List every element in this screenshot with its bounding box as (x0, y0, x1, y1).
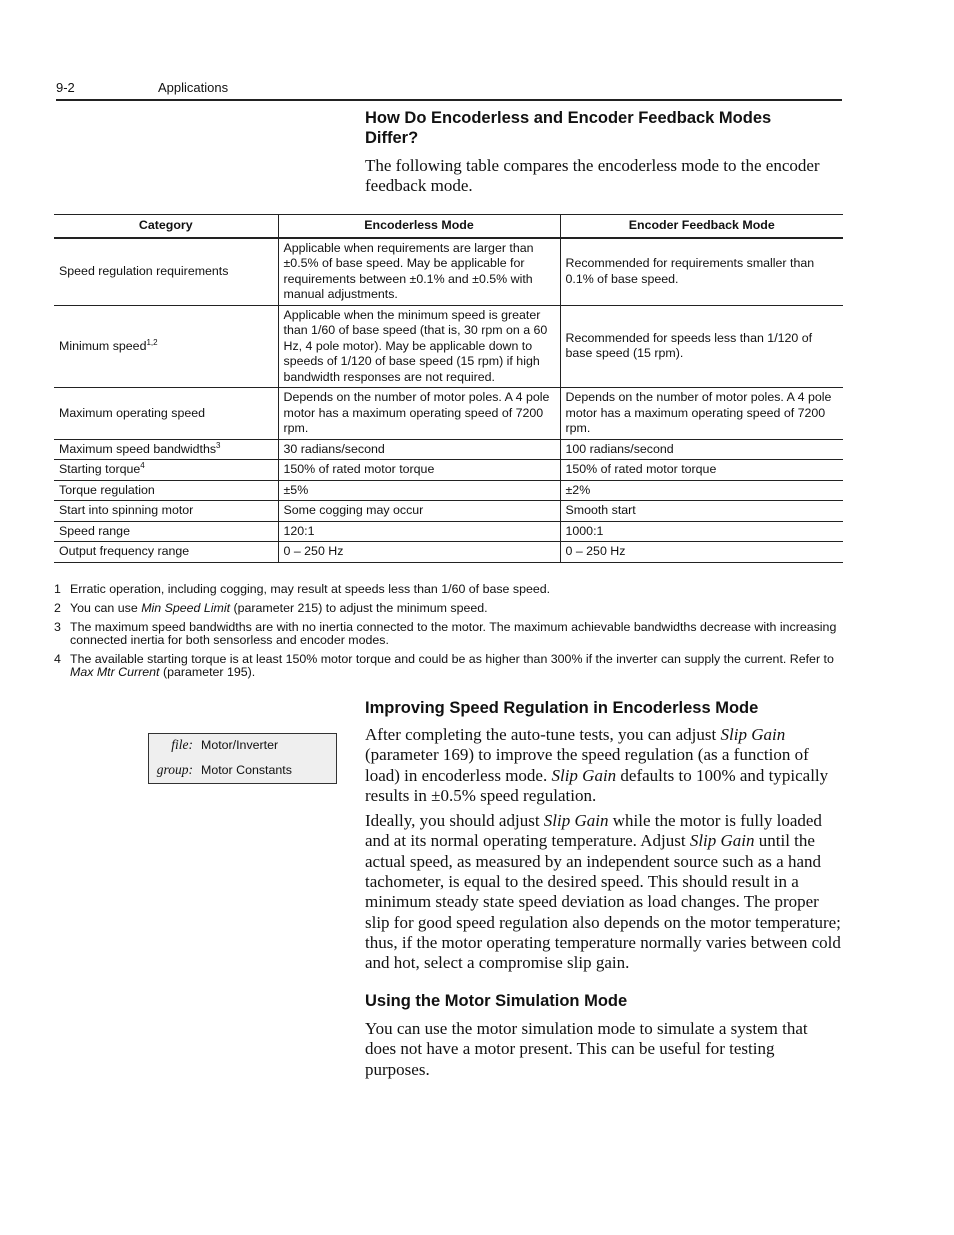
group-value: Motor Constants (201, 763, 292, 777)
cell-category (54, 460, 278, 481)
parameter-name: Slip Gain (551, 765, 617, 785)
category-text: Minimum speed (59, 338, 147, 353)
cell-encoderless: ±5% (278, 480, 560, 501)
text-run: while the motor is fully loaded and at its normal operating temperature. Adjust (365, 811, 822, 851)
cell-encoder: Recommended for requirements smaller than 0.1% of base speed. (560, 238, 843, 306)
footnote-number: 4 (54, 652, 61, 666)
file-row (149, 737, 336, 755)
table-row (54, 480, 843, 501)
cell-category (54, 480, 278, 501)
category-text: Maximum operating speed (59, 405, 206, 420)
category-text: Output frequency range (59, 544, 190, 558)
header-category: Category (54, 215, 278, 238)
footnotes (54, 583, 844, 685)
parameter-name: Min Speed Limit (141, 601, 231, 615)
table-row (54, 238, 843, 306)
cell-category (54, 521, 278, 542)
table-header-row (54, 215, 843, 238)
cell-encoderless: Applicable when the minimum speed is greater than 1/60 of base speed (that is, 30 rpm on a 60 Hz, 4 pole motor). May be applicable down to speeds of 1/120 of base speed (15 rpm) if high bandwidth responses are not required. (278, 305, 560, 388)
group-row (149, 762, 336, 780)
cell-category (54, 305, 278, 388)
parameter-name: Max Mtr Current (70, 665, 160, 679)
parameter-name: Slip Gain (689, 831, 755, 851)
header-encoderless: Encoderless Mode (278, 215, 560, 238)
text-run: After completing the auto-tune tests, you can adjust (365, 725, 721, 744)
cell-encoder: 0 – 250 Hz (560, 542, 843, 563)
text-run: until the actual speed, as measured by an independent source such as a hand tachometer, is equal to the desired speed. This should result in a minimum steady state speed deviation as load changes. The proper slip for good speed regulation also depends on the motor temperature; thus, if the motor operating temperature normally varies between cold and hot, select a compromise slip gain. (365, 831, 841, 973)
page-number: 9-2 (56, 80, 75, 95)
text-run: (parameter 169) to improve the speed regulation (as a function of load) in encoderless mode. (365, 745, 809, 785)
header-encoder: Encoder Feedback Mode (560, 215, 843, 238)
footnote-text-part: Erratic operation, including cogging, may result at speeds less than 1/60 of base speed. (70, 582, 551, 596)
parameter-name: Slip Gain (720, 725, 786, 744)
cell-encoder: Recommended for speeds less than 1/120 of base speed (15 rpm). (560, 305, 843, 388)
footnote-number: 1 (54, 582, 61, 596)
cell-category (54, 238, 278, 306)
table-row (54, 542, 843, 563)
footnote-item (54, 602, 844, 615)
table-row (54, 460, 843, 481)
footnote-text-part: (parameter 215) to adjust the minimum speed. (230, 601, 488, 615)
file-group-box (148, 733, 337, 784)
table-row (54, 521, 843, 542)
text-run: Ideally, you should adjust (365, 811, 544, 831)
cell-encoder: 1000:1 (560, 521, 843, 542)
file-value: Motor/Inverter (201, 738, 279, 752)
table-row (54, 305, 843, 388)
footnote-number: 3 (54, 620, 61, 634)
footnote-text (70, 653, 844, 679)
footnote-text-part: The available starting torque is at least 150% motor torque and could be as higher than 300% if the inverter can supply the current. Refer to (70, 652, 834, 666)
category-text: Speed range (59, 523, 130, 538)
footnote-item (54, 621, 844, 647)
category-text: Start into spinning motor (59, 503, 194, 517)
footnote-text-part: The maximum speed bandwidths are with no inertia connected to the motor. The maximum achievable bandwidths decrease with increasing connected inertia for both sensorless and encoder modes. (70, 620, 837, 647)
footnote-number: 2 (54, 601, 61, 615)
cell-encoder: Smooth start (560, 501, 843, 522)
motor-simulation-body (365, 1019, 841, 1085)
footnote-text (70, 602, 844, 615)
cell-encoderless: Some cogging may occur (278, 501, 560, 522)
speed-regulation-body (365, 725, 841, 979)
cell-encoderless: Applicable when requirements are larger than ±0.5% of base speed. May be applicable for requirements between ±0.1% and ±0.5% with manual adjustments. (278, 238, 560, 306)
heading-line-1: How Do Encoderless and Encoder Feedback Modes (365, 109, 772, 127)
category-text: Torque regulation (59, 482, 155, 497)
heading-line-2: Differ? (365, 129, 419, 147)
speed-regulation-paragraph-2 (365, 811, 841, 973)
footnote-item (54, 583, 844, 596)
page-header (56, 80, 842, 101)
category-text: Speed regulation requirements (59, 263, 229, 278)
cell-encoderless: 150% of rated motor torque (278, 460, 560, 481)
section-heading-motor-simulation: Using the Motor Simulation Mode (365, 992, 628, 1010)
text-run: defaults to 100% and typically results in ±0.5% speed regulation. (365, 765, 829, 805)
group-label: group: (156, 762, 193, 777)
cell-category (54, 501, 278, 522)
section-heading-modes (365, 108, 845, 148)
cell-encoderless: 120:1 (278, 521, 560, 542)
footnote-ref: 3 (216, 440, 221, 450)
section-name: Applications (158, 80, 229, 95)
footnote-ref: 4 (140, 460, 145, 470)
cell-encoderless: Depends on the number of motor poles. A 4 pole motor has a maximum operating speed of 7200 rpm. (278, 388, 560, 440)
footnote-text-part: You can use (70, 601, 142, 615)
cell-encoder: Depends on the number of motor poles. A 4 pole motor has a maximum operating speed of 7200 rpm. (560, 388, 843, 440)
speed-regulation-paragraph-1 (365, 725, 841, 806)
footnote-text-part: (parameter 195). (159, 665, 256, 679)
intro-text: The following table compares the encoderless mode to the encoder feedback mode. (365, 156, 820, 196)
file-label: file: (171, 737, 193, 752)
section-heading-speed-regulation: Improving Speed Regulation in Encoderless Mode (365, 699, 759, 717)
table-row (54, 388, 843, 440)
motor-simulation-paragraph: You can use the motor simulation mode to simulate a system that does not have a motor present. This can be useful for testing purposes. (365, 1019, 808, 1079)
cell-encoderless: 0 – 250 Hz (278, 542, 560, 563)
cell-category (54, 388, 278, 440)
category-text: Maximum speed bandwidths (59, 441, 217, 456)
comparison-table (54, 214, 843, 563)
cell-encoder: 150% of rated motor torque (560, 460, 843, 481)
parameter-name: Slip Gain (543, 811, 609, 831)
footnote-text (70, 583, 844, 596)
footnote-text (70, 621, 844, 647)
table-row (54, 501, 843, 522)
cell-encoder: ±2% (560, 480, 843, 501)
intro-paragraph (365, 156, 835, 202)
cell-encoder: 100 radians/second (560, 439, 843, 460)
table-row (54, 439, 843, 460)
cell-category (54, 439, 278, 460)
cell-encoderless: 30 radians/second (278, 439, 560, 460)
cell-category (54, 542, 278, 563)
footnote-item (54, 653, 844, 679)
footnote-ref: 1,2 (146, 337, 158, 347)
category-text: Starting torque (59, 462, 141, 476)
